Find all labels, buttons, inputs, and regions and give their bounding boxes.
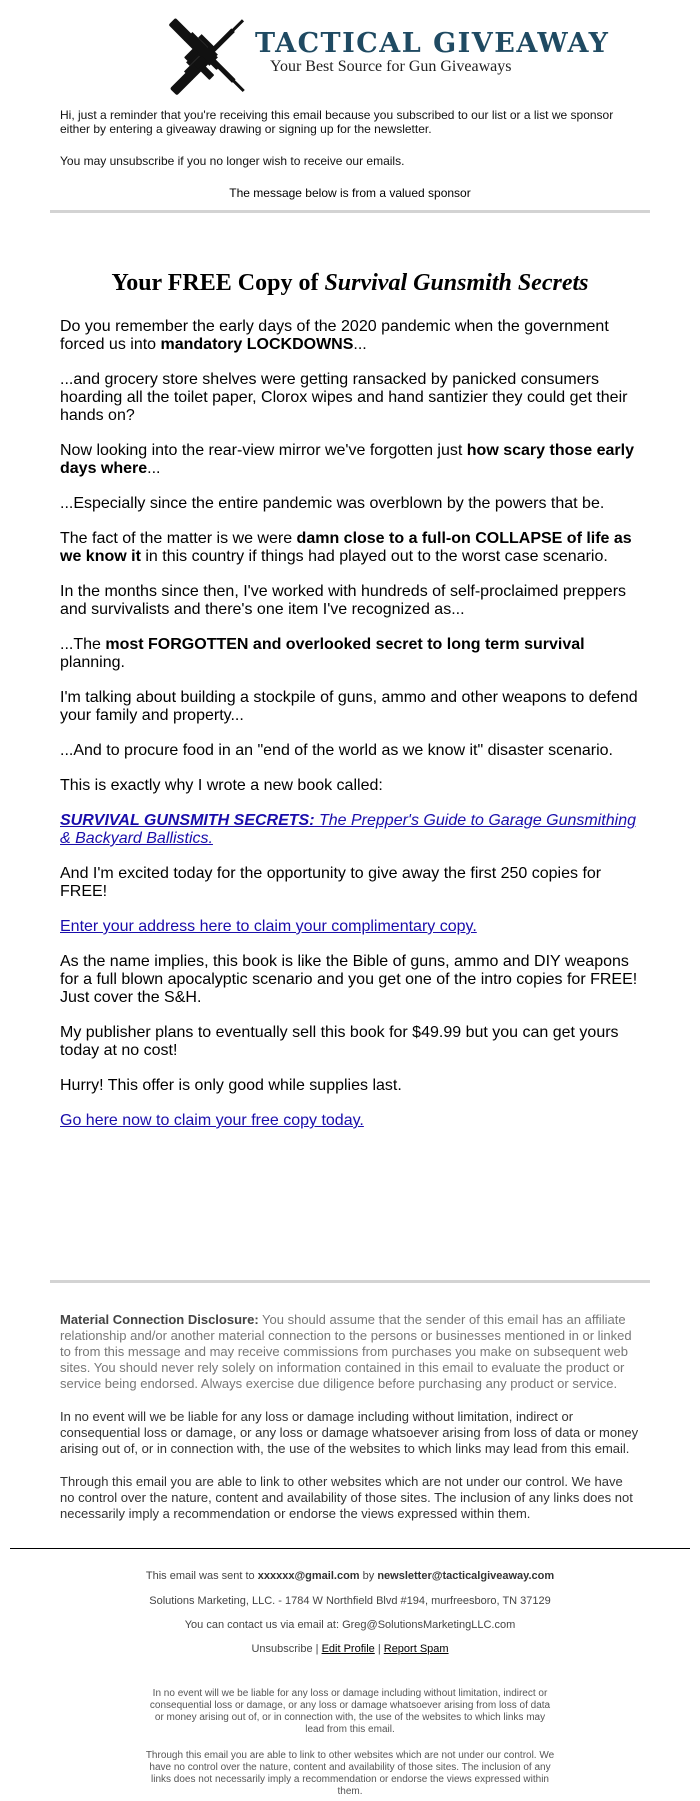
- divider: [50, 1280, 650, 1283]
- paragraph: And I'm excited today for the opportunity to give away the first 250 copies for FREE!: [60, 865, 602, 900]
- paragraph: My publisher plans to eventually sell this book for $49.99 but you can get yours today at no cost!: [60, 1024, 619, 1059]
- final-claim-link[interactable]: Go here now to claim your free copy today.: [60, 1112, 364, 1129]
- company-address: Solutions Marketing, LLC. - 1784 W Northfield Blvd #194, murfreesboro, TN 37129: [149, 1595, 551, 1607]
- disclosures: [60, 1312, 640, 1539]
- paragraph: Hurry! This offer is only good while supplies last.: [60, 1077, 402, 1094]
- sent-to-line: This email was sent to xxxxxx@gmail.com by newsletter@tacticalgiveaway.com: [145, 1570, 555, 1582]
- crossed-rifles-icon: [158, 10, 258, 102]
- headline-book-title: Survival Gunsmith Secrets: [324, 270, 589, 296]
- material-disclosure: Material Connection Disclosure: You should assume that the sender of this email has an affiliate relationship and/or another material connection to the persons or businesses mentioned in or linked to from this message and may receive commissions from purchases you make on subsequent web sites. You should never rely solely on information contained in this email to evaluate the product or service being endorsed. Always exercise due diligence before purchasing any product or service.: [60, 1312, 632, 1391]
- footer-divider: [10, 1548, 690, 1549]
- liability-disclaimer: In no event will we be liable for any loss or damage including without limitation, indirect or consequential loss or damage, or any loss or damage whatsoever arising from loss of data or money arising out of, or in connection with, the use of the websites to which links may lead from this email.: [60, 1409, 639, 1456]
- logo-title: TACTICAL GIVEAWAY: [255, 28, 610, 59]
- paragraph: Now looking into the rear-view mirror we've forgotten just how scary those early days where...: [60, 442, 634, 477]
- subscription-reminder: Hi, just a reminder that you're receiving this email because you subscribed to our list or a list we sponsor either by entering a giveaway drawing or signing up for the newsletter.: [60, 108, 614, 136]
- logo-subtitle: Your Best Source for Gun Giveaways: [270, 58, 512, 75]
- sponsor-note: The message below is from a valued sponsor: [229, 186, 471, 200]
- fine-liability: In no event will we be liable for any loss or damage including without limitation, indirect or consequential loss or damage, or any loss or damage whatsoever arising from loss of data or money arising out of, or in connection with, the use of the websites to which links may lead from this email.: [149, 1688, 551, 1735]
- claim-link-paragraph: [60, 918, 645, 936]
- paragraph: In the months since then, I've worked with hundreds of self-proclaimed preppers and survivalists and there's one item I've recognized as...: [60, 583, 627, 618]
- paragraph: ...The most FORGOTTEN and overlooked secret to long term survival planning.: [60, 636, 585, 671]
- footer-links: Unsubscribe | Edit Profile | Report Spam: [251, 1643, 449, 1655]
- book-link-paragraph: [60, 812, 645, 848]
- final-link-paragraph: [60, 1112, 645, 1130]
- message-body: [60, 318, 645, 1147]
- fine-external-links: Through this email you are able to link to other websites which are not under our control. We have no control over the nature, content and availability of those sites. The inclusion of any links does not necessarily imply a recommendation or endorse the views expressed within them.: [145, 1750, 555, 1797]
- paragraph: Do you remember the early days of the 2020 pandemic when the government forced us into mandatory LOCKDOWNS...: [60, 318, 609, 353]
- logo[interactable]: [100, 10, 610, 100]
- paragraph: This is exactly why I wrote a new book called:: [60, 777, 383, 794]
- paragraph: ...Especially since the entire pandemic was overblown by the powers that be.: [60, 495, 605, 512]
- headline-prefix: Your FREE Copy of: [111, 270, 325, 296]
- page-title: [0, 270, 700, 297]
- book-link[interactable]: SURVIVAL GUNSMITH SECRETS: The Prepper's Guide to Garage Gunsmithing & Backyard Ballistics.: [60, 812, 636, 847]
- report-spam-link[interactable]: Report Spam: [383, 1643, 449, 1655]
- unsubscribe-note: You may unsubscribe if you no longer wish to receive our emails.: [60, 154, 405, 168]
- external-links-disclaimer: Through this email you are able to link to other websites which are not under our control. We have no control over the nature, content and availability of those sites. The inclusion of any links does not necessarily imply a recommendation or endorse the views expressed within them.: [60, 1474, 633, 1521]
- paragraph: The fact of the matter is we were damn close to a full-on COLLAPSE of life as we know it in this country if things had played out to the worst case scenario.: [60, 530, 632, 565]
- edit-profile-link[interactable]: Edit Profile: [321, 1643, 375, 1655]
- claim-link[interactable]: Enter your address here to claim your complimentary copy.: [60, 918, 477, 935]
- paragraph: I'm talking about building a stockpile of guns, ammo and other weapons to defend your family and property...: [60, 689, 638, 724]
- paragraph: ...and grocery store shelves were getting ransacked by panicked consumers hoarding all the toilet paper, Clorox wipes and hand santizier they could get their hands on?: [60, 371, 628, 424]
- paragraph: ...And to procure food in an "end of the world as we know it" disaster scenario.: [60, 742, 613, 759]
- unsubscribe-link[interactable]: Unsubscribe: [251, 1643, 313, 1655]
- contact-line: You can contact us via email at: Greg@SolutionsMarketingLLC.com: [184, 1619, 516, 1631]
- divider: [50, 210, 650, 213]
- paragraph: As the name implies, this book is like the Bible of guns, ammo and DIY weapons for a full blown apocalyptic scenario and you get one of the intro copies for FREE! Just cover the S&H.: [60, 953, 638, 1006]
